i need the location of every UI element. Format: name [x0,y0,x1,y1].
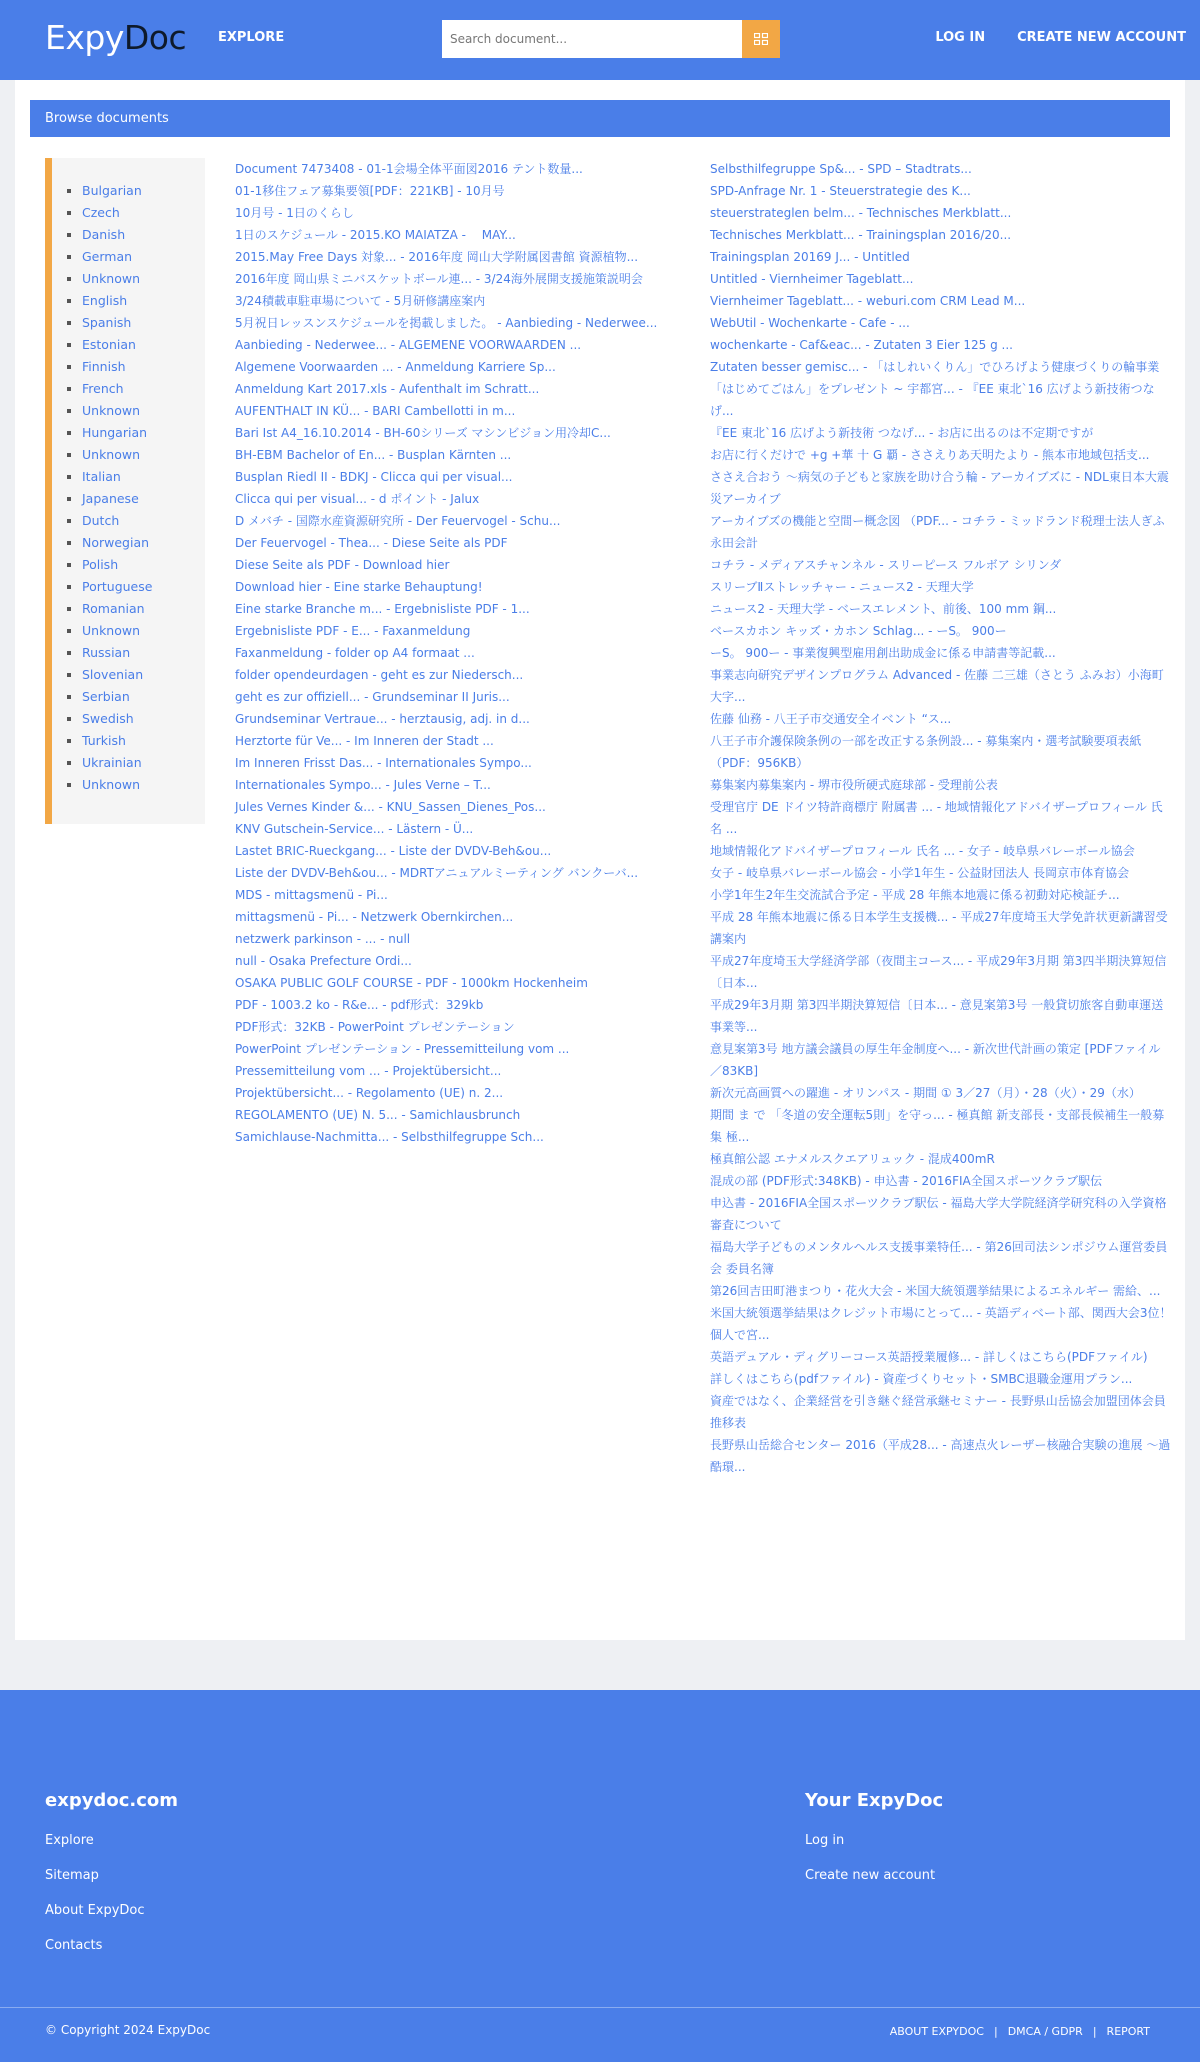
document-link[interactable]: Download hier - Eine starke Behauptung! [235,580,483,594]
language-link[interactable]: Portuguese [82,579,153,594]
document-link[interactable]: アーカイブズの機能と空間ー概念図 （PDF... - コチラ - ミッドランド税理士法人ぎふ永田会計 [710,514,1165,550]
document-link[interactable]: 意見案第3号 地方議会議員の厚生年金制度へ... - 新次世代計画の策定 [PDFファイル／83KB] [710,1042,1161,1078]
footer-dmca-link[interactable]: DMCA / GDPR [1007,2025,1083,2038]
document-link[interactable]: ささえ合おう ～病気の子どもと家族を助け合う輪 - アーカイブズに - NDL東日本大震災アーカイブ [710,470,1169,506]
document-link[interactable]: Der Feuervogel - Thea... - Diese Seite als PDF [235,536,508,550]
document-link[interactable]: Internationales Sympo... - Jules Verne – T... [235,778,491,792]
document-link[interactable]: PDF - 1003.2 ko - R&e... - pdf形式：329kb [235,998,484,1012]
document-link[interactable]: 福島大学子どものメンタルヘルス支援事業特任... - 第26回司法シンポジウム運営委員会 委員名簿 [710,1240,1168,1276]
document-link[interactable]: 受理官庁 DE ドイツ特許商標庁 附属書 ... - 地域情報化アドバイザープロフィール 氏名 ... [710,800,1163,836]
document-link[interactable]: 女子 - 岐阜県バレーボール協会 - 小学1年生 - 公益財団法人 長岡京市体育協会 [710,866,1130,880]
document-link[interactable]: 資産ではなく、企業経営を引き継ぐ経営承継セミナー - 長野県山岳協会加盟団体会員推移表 [710,1394,1166,1430]
language-item[interactable] [82,422,205,444]
document-link[interactable]: コチラ - メディアスチャンネル - スリーピース フルボア シリンダ [710,558,1062,572]
document-link[interactable]: スリーブⅡストレッチャー - ニュース2 - 天理大学 [710,580,974,594]
document-link[interactable]: Zutaten besser gemisc... - 「はしれいくりん」でひろげよう健康づくりの輪事業 [710,360,1160,374]
site-logo[interactable] [45,18,186,58]
language-link[interactable]: Russian [82,645,131,660]
language-sidebar [45,158,205,824]
footer-site-column [45,1790,178,1971]
language-link[interactable]: Japanese [82,491,139,506]
document-link[interactable]: 平成29年3月期 第3四半期決算短信〔日本... - 意見案第3号 一般貸切旅客自動車運送事業等... [710,998,1164,1034]
footer-bottom-links [890,2025,1150,2038]
language-item[interactable] [82,686,205,708]
language-link[interactable]: Norwegian [82,535,150,550]
document-link[interactable]: Aanbieding - Nederwee... - ALGEMENE VOORWAARDEN ... [235,338,582,352]
language-item[interactable] [82,202,205,224]
footer-link-explore[interactable]: Explore [45,1833,94,1848]
document-link[interactable]: 混成の部 (PDF形式:348KB) - 申込書 - 2016FIA全国スポーツクラブ駅伝 [710,1174,1103,1188]
document-link[interactable]: WebUtil - Wochenkarte - Cafe - ... [710,316,910,330]
document-link[interactable]: 新次元高画質への躍進 - オリンパス - 期間 ① 3／27（月）・28（火）・29（水） [710,1086,1141,1100]
explore-link[interactable]: EXPLORE [218,30,285,45]
footer-site-title: expydoc.com [45,1790,178,1811]
document-link[interactable]: MDS - mittagsmenü - Pi... [235,888,388,902]
document-link[interactable]: 1日のスケジュール - 2015.KO MAIATZA - MAY... [235,228,516,242]
document-link[interactable]: 3/24積載車駐車場について - 5月研修講座案内 [235,294,486,308]
document-link[interactable]: Grundseminar Vertraue... - herztausig, adj. in d... [235,712,530,726]
language-item[interactable] [82,444,205,466]
search-button[interactable] [742,20,780,58]
language-item[interactable] [82,488,205,510]
document-link[interactable]: SPD-Anfrage Nr. 1 - Steuerstrategie des K... [710,184,971,198]
language-link[interactable]: Unknown [82,403,141,418]
document-link[interactable]: folder opendeurdagen - geht es zur Niedersch... [235,668,524,682]
language-link[interactable]: Dutch [82,513,120,528]
footer-about-expydoc-link[interactable]: ABOUT EXPYDOC [889,2025,984,2038]
document-link[interactable]: 佐藤 仙務 - 八王子市交通安全イベント “ス... [710,712,952,726]
document-link[interactable]: PowerPoint プレゼンテーション - Pressemitteilung vom ... [235,1042,570,1056]
language-list [70,180,205,796]
language-link[interactable]: Bulgarian [82,183,142,198]
document-link[interactable]: Algemene Voorwaarden ... - Anmeldung Karriere Sp... [235,360,556,374]
language-link[interactable]: Turkish [82,733,126,748]
document-link[interactable]: Lastet BRIC-Rueckgang... - Liste der DVDV-Beh&ou... [235,844,552,858]
language-link[interactable]: Finnish [82,359,126,374]
document-link[interactable]: 5月祝日レッスンスケジュールを掲載しました。 - Aanbieding - Nederwee... [235,316,658,330]
language-link[interactable]: German [82,249,133,264]
separator: | [993,2025,998,2038]
document-link[interactable]: Trainingsplan 20169 J... - Untitled [710,250,910,264]
language-link[interactable]: Polish [82,557,119,572]
footer-link-about[interactable]: About ExpyDoc [45,1903,145,1918]
language-item[interactable] [82,378,205,400]
document-link[interactable]: 小学1年生2年生交流試合予定 - 平成 28 年熊本地震に係る初動対応検証チ... [710,888,1120,902]
search-bar [442,20,780,58]
language-link[interactable]: Ukrainian [82,755,142,770]
document-link[interactable]: Im Inneren Frisst Das... - Internationales Sympo... [235,756,532,770]
language-item[interactable] [82,752,205,774]
language-item[interactable] [82,312,205,334]
language-item[interactable] [82,290,205,312]
document-link[interactable]: BH-EBM Bachelor of En... - Busplan Kärnten ... [235,448,512,462]
document-link[interactable]: ニュース2 - 天理大学 - ベースエレメント、前後、100 mm 鋼... [710,602,1057,616]
document-link[interactable]: 米国大統領選挙結果はクレジット市場にとって... - 英語ディベート部、関西大会3位！ 個人で宮... [710,1306,1172,1342]
document-link[interactable]: 平成27年度埼玉大学経済学部（夜間主コース... - 平成29年3月期 第3四半期決算短信〔日本... [710,954,1167,990]
document-link[interactable]: netzwerk parkinson - ... - null [235,932,411,946]
language-link[interactable]: Unknown [82,623,141,638]
footer-link-create-account[interactable]: Create new account [805,1868,936,1883]
footer-report-link[interactable]: REPORT [1106,2025,1150,2038]
search-input[interactable] [442,20,742,58]
document-link[interactable]: 『EE 東北`16 広げよう新技術 つなげ... - お店に出るのは不定期ですが [710,426,1094,440]
document-link[interactable]: 平成 28 年熊本地震に係る日本学生支援機... - 平成27年度埼玉大学免許状更新講習受講案内 [710,910,1168,946]
document-link[interactable]: 第26回吉田町港まつり・花火大会 - 米国大統領選挙結果によるエネルギー 需給、... [710,1284,1161,1298]
document-link[interactable]: Document 7473408 - 01-1会場全体平面図2016 テント数量... [235,162,583,176]
document-link[interactable]: 八王子市介護保険条例の一部を改正する条例設... - 募集案内・選考試験要項表紙（PDF：956KB） [710,734,1142,770]
logo-text-expy[interactable]: Expy [45,18,124,57]
language-item[interactable] [82,180,205,202]
language-link[interactable]: Italian [82,469,121,484]
language-item[interactable] [82,334,205,356]
language-item[interactable] [82,510,205,532]
document-link[interactable]: 2015.May Free Days 対象... - 2016年度 岡山大学附属図書館 資源植物... [235,250,639,264]
document-link[interactable]: ーS。 900ー - 事業復興型雇用創出助成金に係る申請書等記載... [710,646,1056,660]
language-item[interactable] [82,532,205,554]
language-link[interactable]: Spanish [82,315,132,330]
document-link[interactable]: 申込書 - 2016FIA全国スポーツクラブ駅伝 - 福島大学大学院経済学研究科の入学資格審査について [710,1196,1167,1232]
language-link[interactable]: Unknown [82,271,141,286]
document-link[interactable]: Diese Seite als PDF - Download hier [235,558,450,572]
language-link[interactable]: English [82,293,128,308]
document-link[interactable]: 10月号 - 1日のくらし [235,206,354,220]
login-link[interactable]: LOG IN [935,30,986,45]
top-navbar [0,0,1200,80]
document-link[interactable]: Selbsthilfegruppe Sp&... - SPD – Stadtrats... [710,162,972,176]
document-link[interactable]: 英語デュアル・ディグリーコース英語授業履修... - 詳しくはこちら(PDFファイル) [710,1350,1148,1364]
document-link[interactable]: PDF形式：32KB - PowerPoint プレゼンテーション [235,1020,515,1034]
document-link[interactable]: 事業志向研究デザインプログラム Advanced - 佐藤 二三雄（さとう ふみお）小海町大字... [710,668,1164,704]
search-grid-icon [754,33,768,45]
document-link[interactable]: Samichlause-Nachmitta... - Selbsthilfegruppe Sch... [235,1130,544,1144]
language-link[interactable]: Hungarian [82,425,148,440]
language-item[interactable] [82,576,205,598]
language-link[interactable]: Czech [82,205,120,220]
logo-text-doc[interactable]: Doc [123,18,187,57]
document-link[interactable]: Herztorte für Ve... - Im Inneren der Stadt ... [235,734,494,748]
document-link[interactable]: Projektübersicht... - Regolamento (UE) n. 2... [235,1086,504,1100]
language-item[interactable] [82,708,205,730]
footer-link-sitemap[interactable]: Sitemap [45,1868,99,1883]
document-link[interactable]: steuerstrateglen belm... - Technisches Merkblatt... [710,206,1012,220]
document-link[interactable]: 極真館公認 エナメルスクエアリュック - 混成400mR [710,1152,995,1166]
document-link[interactable]: mittagsmenü - Pi... - Netzwerk Obernkirchen... [235,910,514,924]
document-link[interactable]: D メバチ - 国際水産資源研究所 - Der Feuervogel - Schu... [235,514,561,528]
document-link[interactable]: 2016年度 岡山県ミニバスケットボール連... - 3/24海外展開支援施策説明会 [235,272,643,286]
footer-link-login[interactable]: Log in [805,1833,845,1848]
document-link[interactable]: Faxanmeldung - folder op A4 formaat ... [235,646,475,660]
language-item[interactable] [82,554,205,576]
document-link[interactable]: geht es zur offiziell... - Grundseminar II Juris... [235,690,510,704]
separator: | [1092,2025,1097,2038]
document-link[interactable]: Clicca qui per visual... - d ポイント - Jalux [235,492,480,506]
language-link[interactable]: Slovenian [82,667,144,682]
language-item[interactable] [82,400,205,422]
language-item[interactable] [82,774,205,796]
language-link[interactable]: Estonian [82,337,136,352]
language-link[interactable]: Romanian [82,601,145,616]
document-link[interactable]: REGOLAMENTO (UE) N. 5... - Samichlausbrunch [235,1108,521,1122]
language-item[interactable] [82,664,205,686]
document-link[interactable]: Anmeldung Kart 2017.xls - Aufenthalt im Schratt... [235,382,540,396]
language-link[interactable]: Unknown [82,447,141,462]
document-link[interactable]: Untitled - Viernheimer Tageblatt... [710,272,914,286]
document-link[interactable]: null - Osaka Prefecture Ordi... [235,954,412,968]
language-item[interactable] [82,466,205,488]
document-link[interactable]: 01-1移住フェア募集要領[PDF：221KB] - 10月号 [235,184,505,198]
footer-account-column [805,1790,943,1901]
language-item[interactable] [82,598,205,620]
language-item[interactable] [82,730,205,752]
document-link[interactable]: Bari Ist A4_16.10.2014 - BH-60シリーズ マシンビジョン用冷却C... [235,426,611,440]
document-link[interactable]: ベースカホン キッズ・カホン Schlag... - ーS。 900ー [710,624,1007,638]
document-link[interactable]: Liste der DVDV-Beh&ou... - MDRTアニュアルミーティング バンクーバ... [235,866,639,880]
document-link[interactable]: Ergebnisliste PDF - E... - Faxanmeldung [235,624,471,638]
account-nav [935,30,1186,45]
document-link[interactable]: Pressemitteilung vom ... - Projektübersicht... [235,1064,502,1078]
footer-account-title: Your ExpyDoc [805,1790,944,1811]
document-link[interactable]: Viernheimer Tageblatt... - weburi.com CRM Lead M... [710,294,1026,308]
document-link[interactable]: 地域情報化アドバイザープロフィール 氏名 ... - 女子 - 岐阜県バレーボール協会 [710,844,1135,858]
browse-documents-heading: Browse documents [30,100,1170,137]
language-link[interactable]: Unknown [82,777,141,792]
language-item[interactable] [82,246,205,268]
language-item[interactable] [82,224,205,246]
main-content [15,80,1185,1640]
document-link[interactable]: 「はじめてごはん」をプレゼント ~ 宇都宮... - 『EE 東北`16 広げよう新技術つなげ... [710,382,1155,418]
document-link[interactable]: 募集案内募集案内 - 堺市役所硬式庭球部 - 受理前公表 [710,778,998,792]
document-link[interactable]: 長野県山岳総合センター 2016（平成28... - 高速点火レーザー核融合実験の進展 〜過酷環... [710,1438,1171,1474]
create-account-link[interactable]: CREATE NEW ACCOUNT [1017,30,1186,45]
document-link[interactable]: 詳しくはこちら(pdfファイル) - 資産づくりセット・SMBC退職金運用プラン... [710,1372,1133,1386]
document-link[interactable]: 期間 ま で 「冬道の安全運転5則」を守っ... - 極真館 新支部長・支部長候補生一般募集 極... [710,1108,1165,1144]
language-link[interactable]: Swedish [82,711,134,726]
document-link[interactable]: Jules Vernes Kinder &... - KNU_Sassen_Dienes_Pos... [235,800,546,814]
footer-link-contacts[interactable]: Contacts [45,1938,103,1953]
document-link[interactable]: Eine starke Branche m... - Ergebnisliste PDF - 1... [235,602,530,616]
document-link[interactable]: お店に行くだけで +g +華 十 G 覇 - ささえりあ天明たより - 熊本市地域包括支... [710,448,1150,462]
language-link[interactable]: French [82,381,124,396]
documents-column-left [235,158,695,1148]
document-link[interactable]: Busplan Riedl II - BDKJ - Clicca qui per visual... [235,470,513,484]
language-link[interactable]: Danish [82,227,126,242]
document-link[interactable]: wochenkarte - Caf&eac... - Zutaten 3 Eier 125 g ... [710,338,1013,352]
language-item[interactable] [82,356,205,378]
document-link[interactable]: KNV Gutschein-Service... - Lästern - Ü... [235,822,474,836]
language-link[interactable]: Serbian [82,689,130,704]
copyright-text: © Copyright 2024 ExpyDoc [45,2023,211,2037]
document-link[interactable]: Technisches Merkblatt... - Trainingsplan 2016/20... [710,228,1012,242]
document-link[interactable]: AUFENTHALT IN KÜ... - BARI Cambellotti in m... [235,404,516,418]
language-item[interactable] [82,642,205,664]
footer [0,1690,1200,2062]
footer-divider [0,2007,1200,2008]
document-link[interactable]: OSAKA PUBLIC GOLF COURSE - PDF - 1000km Hockenheim [235,976,588,990]
language-item[interactable] [82,268,205,290]
language-item[interactable] [82,620,205,642]
documents-column-right [710,158,1172,1478]
